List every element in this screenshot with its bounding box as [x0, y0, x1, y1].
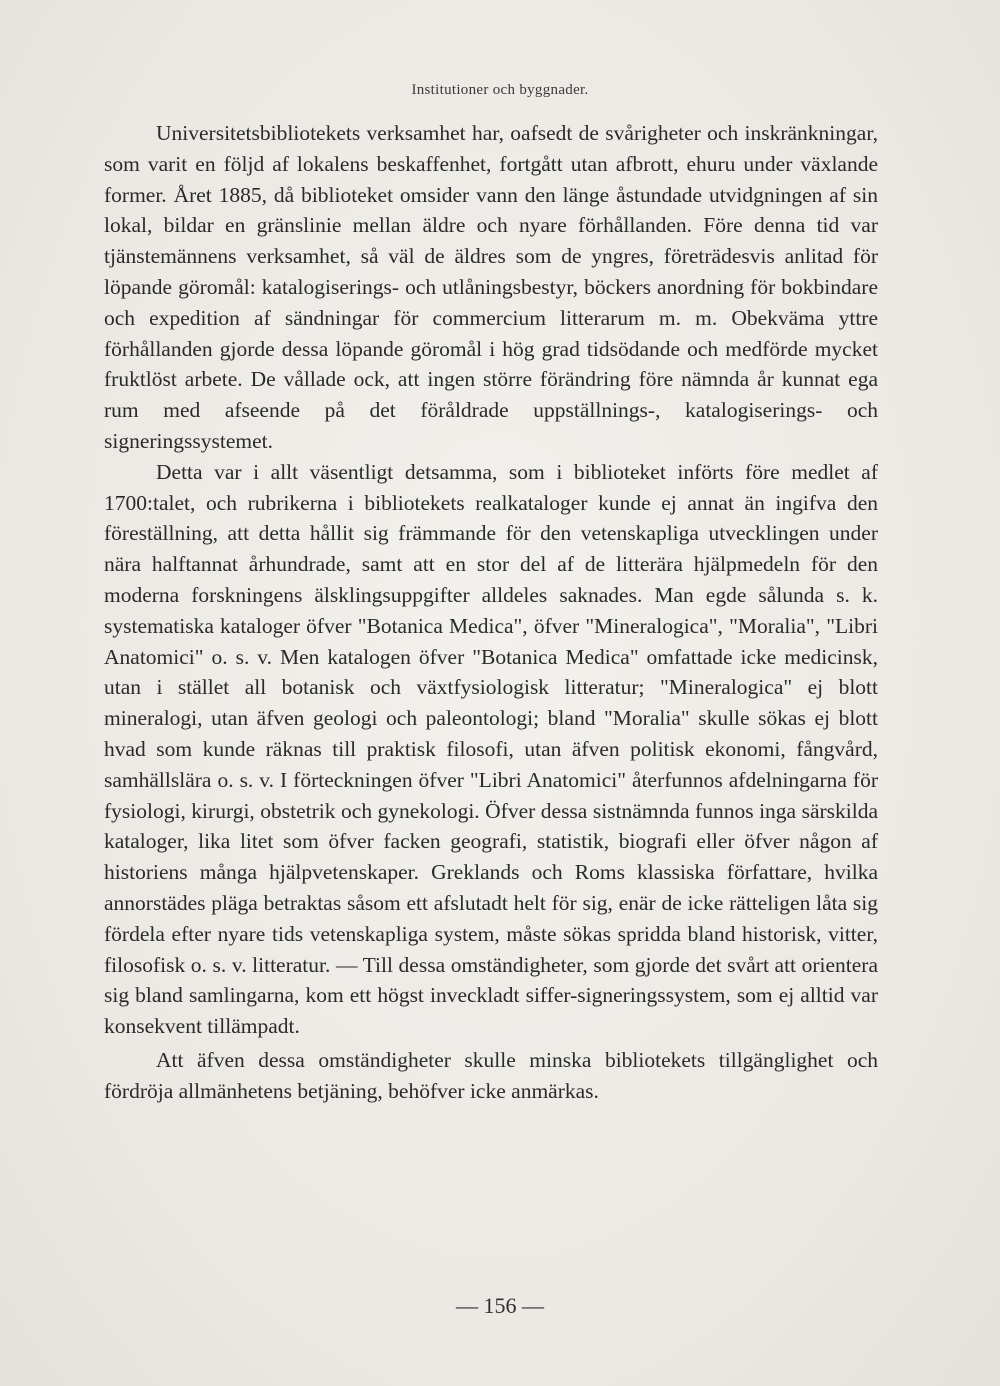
page-number: — 156 — [456, 1293, 544, 1318]
body-text [104, 118, 878, 1107]
paragraph-2: Detta var i allt väsentligt detsamma, som i biblioteket införts före medlet af 1700:talet, och rubrikerna i bibliotekets realkataloger kunde ej annat än ingifva den föreställning, att detta hållit sig främmande för den vetenskapliga utvecklingen under nära halftannat århundrade, samt att en stor del af de litterära hjälpmedeln för den moderna forskningens älsklingsuppgifter alldeles saknades. Man egde sålunda s. k. systematiska kataloger öfver "Botanica Medica", öfver "Mineralogica", "Moralia", "Libri Anatomici" o. s. v. Men katalogen öfver "Botanica Medica" omfattade icke medicinsk, utan i stället all botanisk och växtfysiologisk litteratur; "Mineralogica" ej blott mineralogi, utan äfven geologi och paleontologi; bland "Moralia" skulle sökas ej blott hvad som kunde räknas till praktisk filosofi, utan äfven politisk ekonomi, fångvård, samhällslära o. s. v. I förteckningen öfver "Libri Anatomici" återfunnos afdelningarna för fysiologi, kirurgi, obstetrik och gynekologi. Öfver dessa sistnämnda funnos inga särskilda kataloger, lika litet som öfver facken geografi, statistik, biografi eller öfver någon af historiens många hjälpvetenskaper. Greklands och Roms klassiska författare, hvilka annorstädes pläga betraktas såsom ett afslutadt helt för sig, enär de icke rätteligen låta sig fördela efter nyare tids vetenskapliga system, måste sökas spridda bland historisk, vitter, filosofisk o. s. v. litteratur. — Till dessa omständigheter, som gjorde det svårt att orientera sig bland samlingarna, kom ett högst inveckladt siffer-signeringssystem, som ej alltid var konsekvent tillämpadt. [104, 459, 878, 1039]
running-head: Institutioner och byggnader. [411, 82, 589, 98]
paragraph-1: Universitetsbibliotekets verksamhet har, oafsedt de svårigheter och inskränkningar, som varit en följd af lokalens beskaffenhet, fortgått utan afbrott, ehuru under växlande former. Året 1885, då biblioteket omsider vann den länge åstundade utvidgningen af sin lokal, bildar en gränslinie mellan äldre och nyare förhållanden. Före denna tid var tjänstemännens verksamhet, så väl de äldres som de yngres, företrädesvis anlitad för löpande göromål: katalogiserings- och utlåningsbestyr, böckers anordning för bokbindare och expedition af sändningar för commercium litterarum m. m. Obekväma yttre förhållanden gjorde dessa löpande göromål i hög grad tidsödande och medförde mycket fruktlöst arbete. De vållade ock, att ingen större förändring före nämnda år kunnat ega rum med afseende på det föråldrade uppställnings-, katalogiserings- och signeringssystemet. [104, 121, 878, 453]
paragraph-3: Att äfven dessa omständigheter skulle minska bibliotekets tillgänglighet och fördröja allmänhetens betjäning, behöfver icke anmärkas. [104, 1047, 878, 1103]
